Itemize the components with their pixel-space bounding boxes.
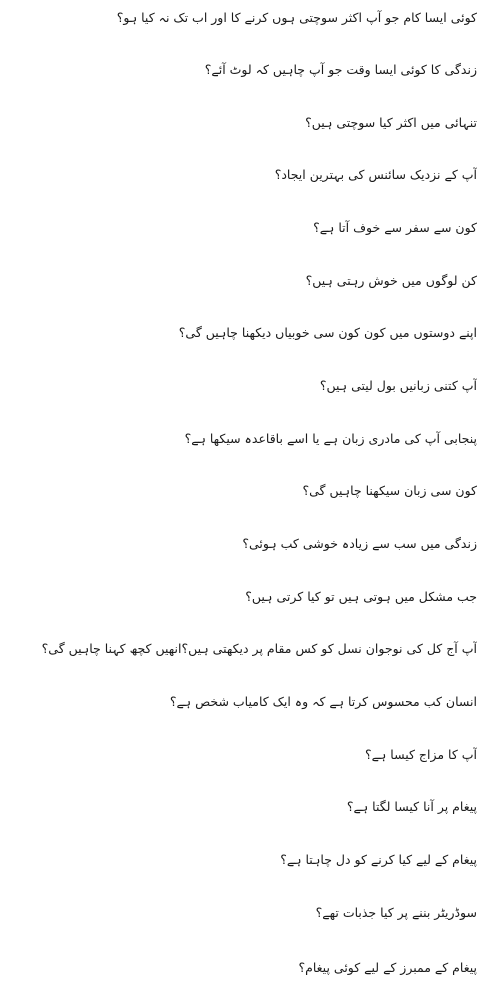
question-item: پیغام پر آنا کیسا لگتا ہے؟	[346, 799, 477, 814]
question-item: زندگی میں سب سے زیادہ خوشی کب ہوئی؟	[242, 536, 477, 551]
question-item: آپ کے نزدیک سائنس کی بہترین ایجاد؟	[274, 167, 477, 182]
question-item: پیغام کے لیے کیا کرنے کو دل چاہتا ہے؟	[280, 852, 477, 867]
question-item: جب مشکل میں ہوتی ہیں تو کیا کرتی ہیں؟	[245, 589, 477, 604]
question-item: پیغام کے ممبرز کے لیے کوئی پیغام؟	[298, 960, 477, 975]
question-item: انسان کب محسوس کرتا ہے کہ وہ ایک کامیاب شخص ہے؟	[169, 694, 477, 709]
question-item: زندگی کا کوئی ایسا وقت جو آپ چاہیں کہ لوٹ آئے؟	[204, 62, 477, 77]
question-item: کوئی ایسا کام جو آپ اکثر سوچتی ہوں کرنے کا اور اب تک نہ کیا ہو؟	[116, 10, 477, 25]
question-item: آپ کا مزاج کیسا ہے؟	[365, 747, 477, 762]
question-item: کن لوگوں میں خوش رہتی ہیں؟	[305, 273, 477, 288]
question-item: آپ کتنی زبانیں بول لیتی ہیں؟	[319, 378, 477, 393]
question-item: تنہائی میں اکثر کیا سوچتی ہیں؟	[305, 115, 477, 130]
question-item: کون سے سفر سے خوف آتا ہے؟	[313, 220, 477, 235]
question-item: سوڈریٹر بننے پر کیا جذبات تھے؟	[315, 905, 477, 920]
question-item: آپ آج کل کی نوجوان نسل کو کس مقام پر دیکھتی ہیں؟انھیں کچھ کہنا چاہیں گی؟	[41, 641, 477, 656]
question-item: اپنے دوستوں میں کون کون سی خوبیاں دیکھنا چاہیں گی؟	[178, 325, 477, 340]
question-item: پنجابی آپ کی مادری زبان ہے یا اسے باقاعدہ سیکھا ہے؟	[184, 431, 477, 446]
question-item: کون سی زبان سیکھنا چاہیں گی؟	[302, 483, 477, 498]
